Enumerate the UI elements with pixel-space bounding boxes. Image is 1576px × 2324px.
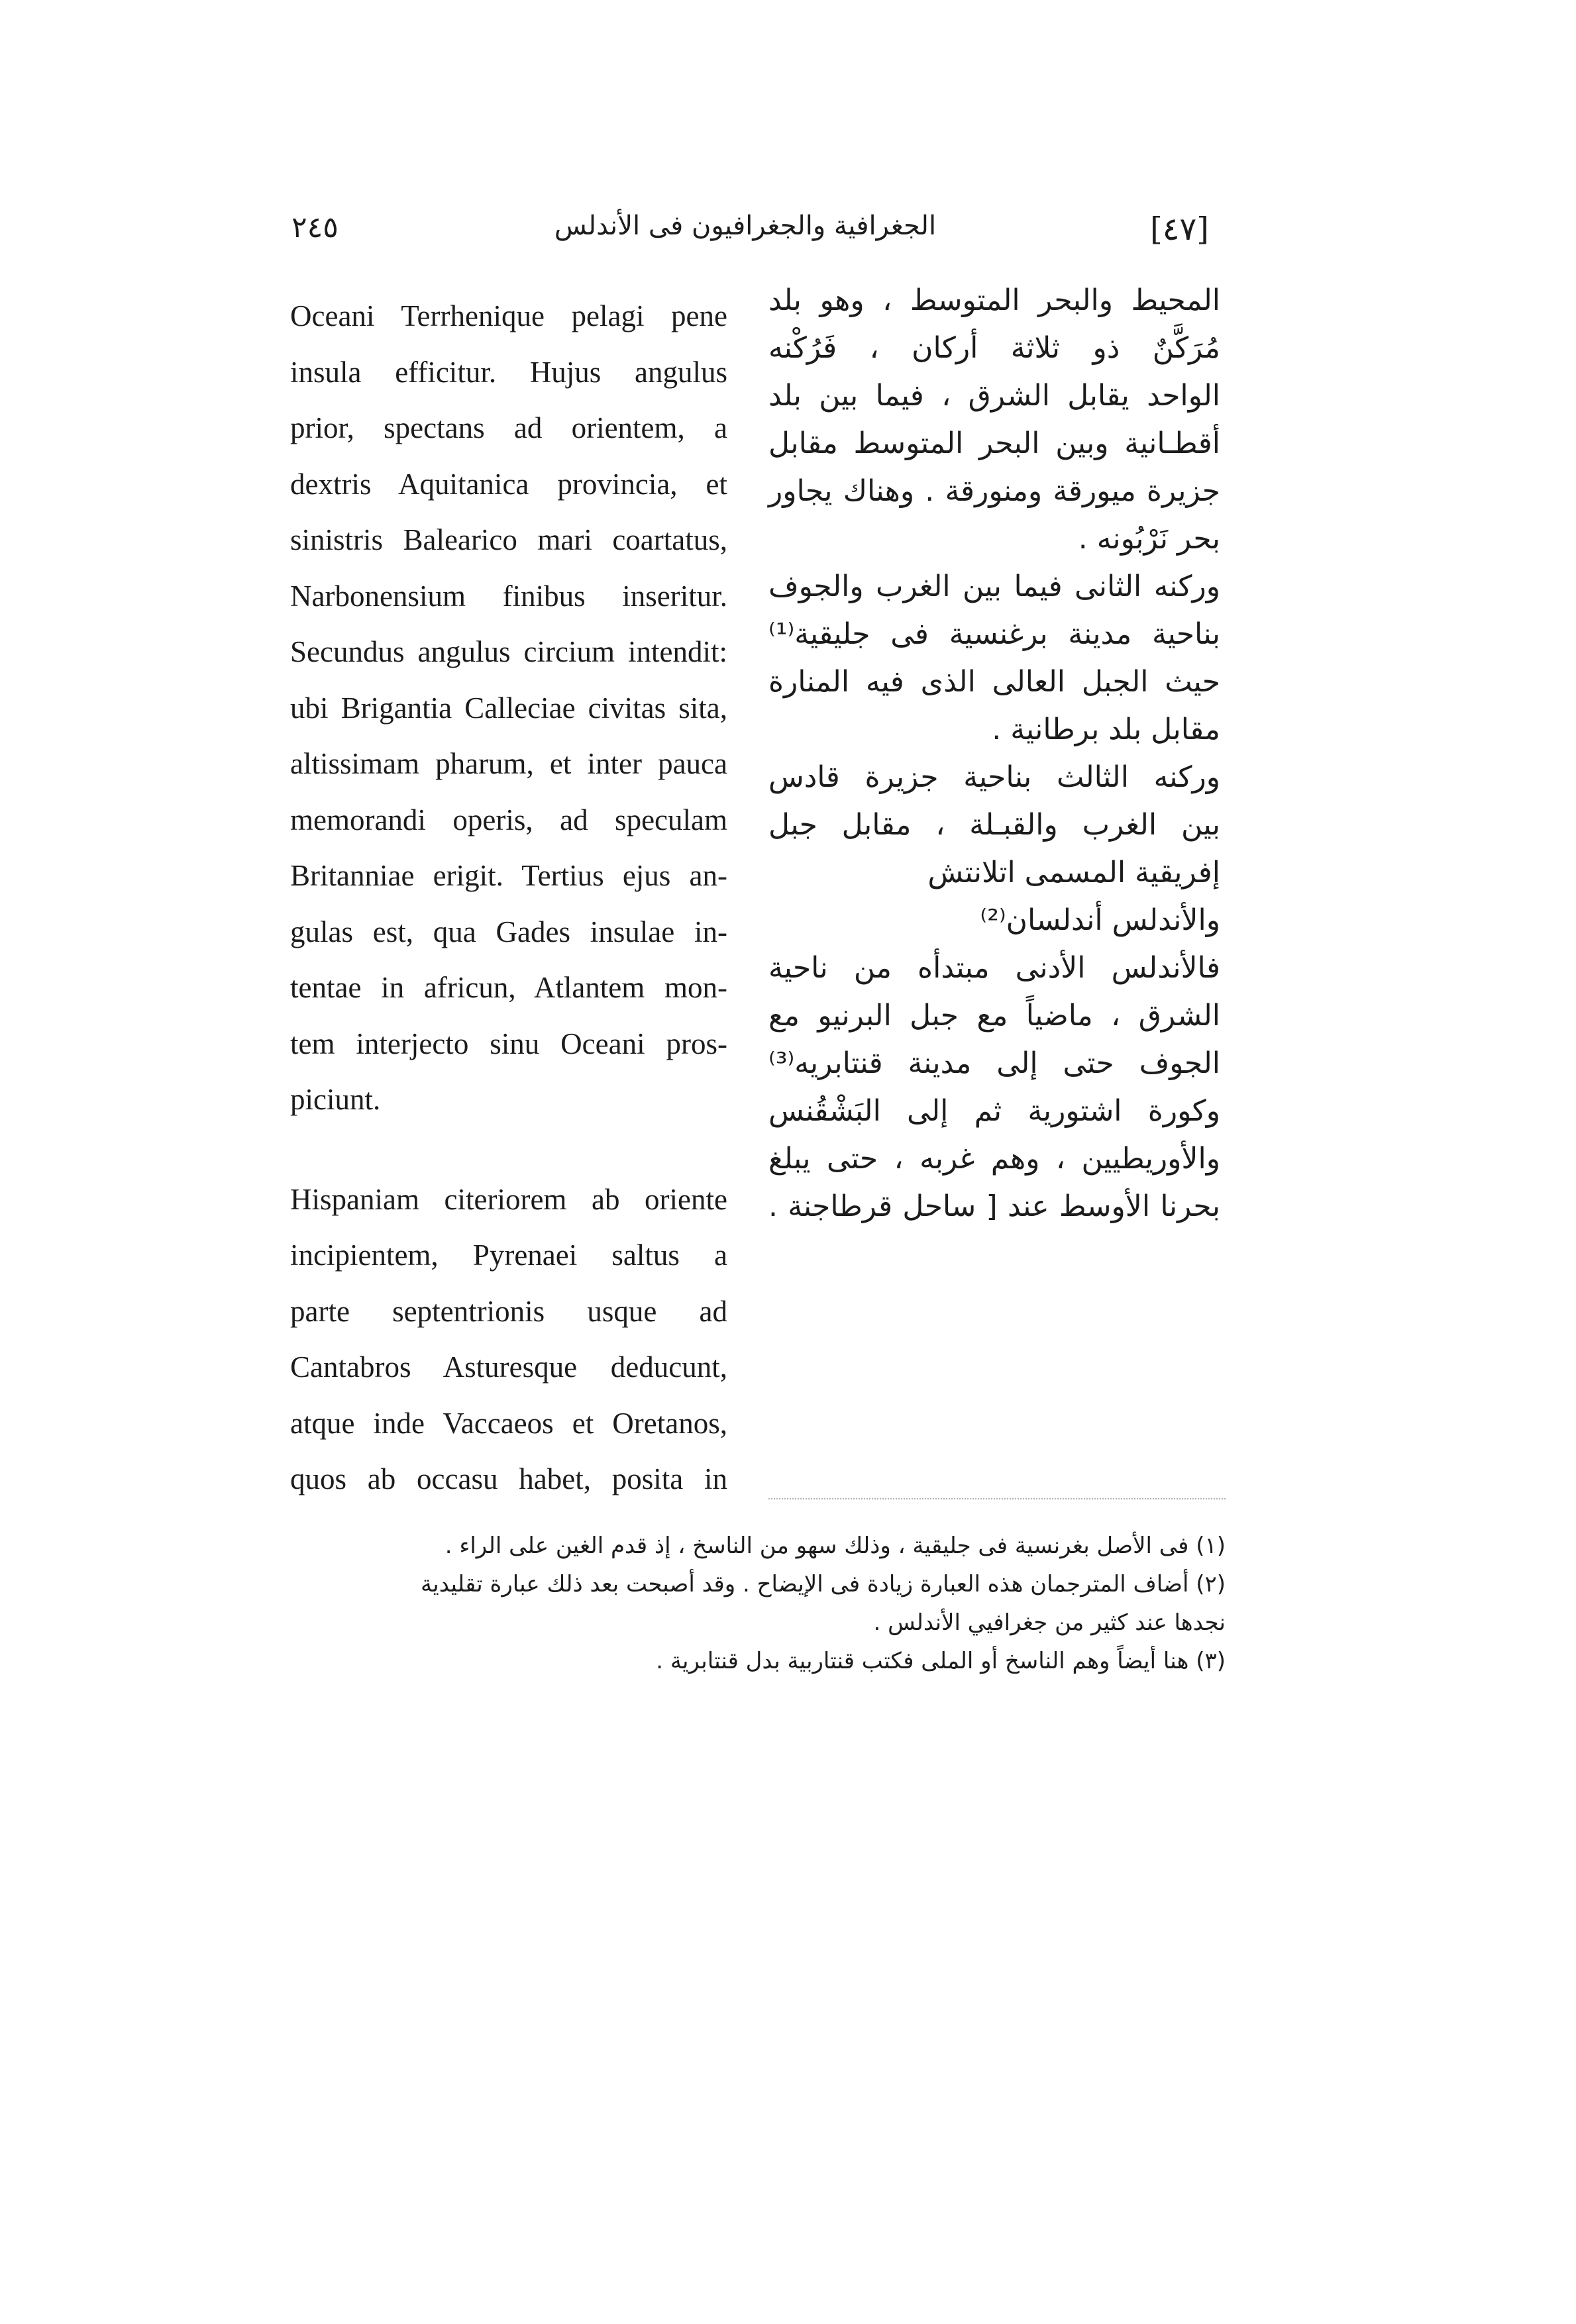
page-number: ٢٤٥ [291,211,339,244]
text-line: Hispaniam citeriorem ab oriente [290,1182,727,1216]
latin-paragraph-2 [290,1172,727,1507]
arabic-line: والأوريطيين ، وهم غربه ، حتى يبلغ [768,1142,1220,1176]
section-number: [٤٧] [1149,211,1209,248]
text-line: dextris Aquitanica provincia, et [290,467,727,501]
footnote-1: (١) فى الأصل بغرنسية فى جليقية ، وذلك سهو من الناسخ ، إذ قدم الغين على الراء . [445,1533,1226,1559]
arabic-line: جزيرة ميورقة ومنورقة . وهناك يجاور [768,474,1220,508]
arabic-line: بناحية مدينة برغنسية فى جليقية⁽¹⁾ [768,617,1220,651]
text-line: memorandi operis, ad speculam [290,803,727,836]
paragraph-gap [290,1128,727,1172]
footnote-2-continued: نجدها عند كثير من جغرافيي الأندلس . [873,1609,1226,1636]
arabic-line: فالأندلس الأدنى مبتدأه من ناحية [768,951,1220,985]
footnotes [285,1527,1226,1680]
page-header [282,211,1209,250]
arabic-line: أقطـانية وبين البحر المتوسط مقابل [768,427,1220,460]
arabic-line: والأندلس أندلسان⁽²⁾ [980,903,1220,937]
arabic-line: المحيط والبحر المتوسط ، وهو بلد [768,283,1220,317]
text-line: sinistris Balearico mari coartatus, [290,523,727,556]
text-line: ubi Brigantia Calleciae civitas sita, [290,691,727,725]
running-title: الجغرافية والجغرافيون فى الأندلس [554,211,937,241]
text-line: Britanniae erigit. Tertius ejus an- [290,859,727,892]
arabic-line: الشرق ، ماضياً مع جبل البرنيو مع [768,999,1220,1033]
arabic-line: بحرنا الأوسط عند [ ساحل قرطاجنة . [768,1189,1220,1223]
text-line: Cantabros Asturesque deducunt, [290,1350,727,1384]
text-line: quos ab occasu habet, posita in [290,1462,727,1495]
text-line: prior, spectans ad orientem, a [290,411,727,444]
text-line: incipientem, Pyrenaei saltus a [290,1238,727,1272]
latin-paragraph-1 [290,288,727,1128]
text-line: Secundus angulus circium intendit: [290,635,727,668]
text-line: tentae in africun, Atlantem mon- [290,971,727,1004]
arabic-line: مُرَكَّنٌ ذو ثلاثة أركان ، فَرُكْنه [768,331,1220,365]
arabic-line: وركنه الثانى فيما بين الغرب والجوف [768,570,1220,603]
text-line: gulas est, qua Gades insulae in- [290,915,727,948]
arabic-line: إفريقية المسمى اتلانتش [927,856,1220,889]
footnote-separator [768,1498,1226,1499]
arabic-line: الواحد يقابل الشرق ، فيما بين بلد [768,379,1220,413]
arabic-line: حيث الجبل العالى الذى فيه المنارة [768,665,1220,699]
arabic-line: بحر نَرْبُونه . [1078,522,1220,556]
footnote-3: (٣) هنا أيضاً وهم الناسخ أو الملى فكتب قنتاربية بدل قنتابرية . [656,1648,1226,1674]
text-line: Narbonensium finibus inseritur. [290,579,727,613]
arabic-line: وكورة اشتورية ثم إلى البَشْقُنس [768,1094,1220,1128]
arabic-line: الجوف حتى إلى مدينة قنتابريه⁽³⁾ [768,1046,1220,1080]
text-line: atque inde Vaccaeos et Oretanos, [290,1406,727,1440]
arabic-line: بين الغرب والقبـلة ، مقابل جبل [768,808,1220,842]
text-line: piciunt. [290,1083,381,1116]
text-line: Oceani Terrhenique pelagi pene [290,299,727,332]
arabic-line: وركنه الثالث بناحية جزيرة قادس [768,760,1220,794]
latin-column [290,288,727,1507]
text-line: parte septentrionis usque ad [290,1294,727,1328]
arabic-column [768,277,1220,1231]
text-line: insula efficitur. Hujus angulus [290,355,727,389]
text-line: altissimam pharum, et inter pauca [290,747,727,780]
footnote-2: (٢) أضاف المترجمان هذه العبارة زيادة فى الإيضاح . وقد أصبحت بعد ذلك عبارة تقليدية [421,1571,1226,1597]
arabic-line: مقابل بلد برطانية . [992,713,1220,746]
text-line: tem interjecto sinu Oceani pros- [290,1027,727,1060]
